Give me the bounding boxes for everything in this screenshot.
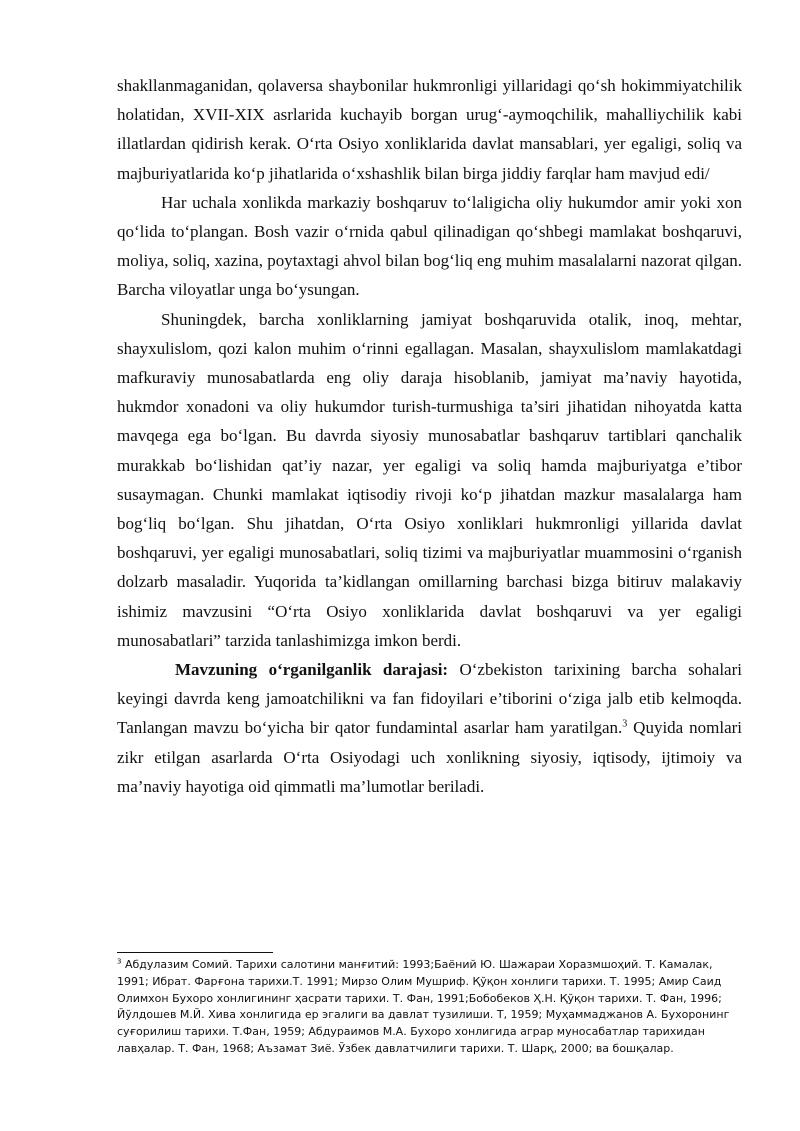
- section-text-continued: Quyida nomlari zikr etilgan asarlarda O‘rta Osiyodagi uch xonlikning siyosiy, iqtisody, ijtimoiy va ma’naviy hayotiga oid qimmatli ma’lumotlar beriladi.: [117, 718, 742, 796]
- document-body: [117, 71, 742, 801]
- section-heading: Mavzuning o‘rganilganlik darajasi:: [175, 660, 449, 680]
- paragraph: Shuningdek, barcha xonliklarning jamiyat boshqaruvida otalik, inoq, mehtar, shayxulislom, qozi kalon muhim o‘rinni egallagan. Masalan, shayxulislom mamlakatdagi mafkuraviy munosabatlarda eng oliy daraja hisoblanib, jamiyat ma’naviy hayotida, hukmdor xonadoni va oliy hukumdor turish-turmushiga ta’siri jihatidan nihoyatda katta mavqega ega bo‘lgan. Bu davrda siyosiy munosabatlar bashqaruv tartiblari qanchalik murakkab bo‘lishidan qat’iy nazar, yer egaligi va soliq hamda majburiyatga e’tibor susaymagan. Chunki mamlakat iqtisodiy rivoji ko‘p jihatdan mazkur masalalarga ham bog‘liq bo‘lgan. Shu jihatdan, O‘rta Osiyo xonliklari hukmronligi yillarida davlat boshqaruvi, yer egaligi munosabatlari, soliq tizimi va majburiyatlar muammosini o‘rganish dolzarb masaladir. Yuqorida ta’kidlangan omillarning barchasi bizga bitiruv malakaviy ishimiz mavzusini “O‘rta Osiyo xonliklarida davlat boshqaruvi va yer egaligi munosabatlari” tarzida tanlashimizga imkon berdi.: [117, 309, 742, 650]
- paragraph: shakllanmaganidan, qolaversa shaybonilar hukmronligi yillaridagi qo‘sh hokimmiyatchilik holatidan, XVII-XIX asrlarida kuchayib borgan urug‘-aymoqchilik, mahalliychilik kabi illatlardan qidirish kerak. O‘rta Osiyo xonliklarida davlat mansablari, yer egaligi, soliq va majburiyatlarida ko‘p jihatlarida o‘xshashlik bilan birga jiddiy farqlar ham mavjud edi/: [117, 76, 742, 183]
- paragraph: Har uchala xonlikda markaziy boshqaruv to‘laligicha oliy hukumdor amir yoki xon qo‘lida to‘plangan. Bosh vazir o‘rnida qabul qilinadigan qo‘shbegi mamlakat boshqaruvi, moliya, soliq, xazina, poytaxtagi ahvol bilan bog‘liq eng muhim masalalarni nazorat qilgan. Barcha viloyatlar unga bo‘ysungan.: [117, 192, 742, 300]
- section-text: O‘zbekiston tarixining barcha sohalari keyingi davrda keng jamoatchilikni va fan fidoyilari e’tiborini o‘ziga jalb etib kelmoqda. Tanlangan mavzu bo‘yicha bir qator fundamintal asarlar ham yaratilgan.: [117, 660, 742, 738]
- footnote-number: 3: [117, 957, 122, 966]
- footnote-separator: [117, 952, 273, 953]
- footnote-text: Абдулазим Сомий. Тарихи салотини манғитий: 1993;Баёний Ю. Шажараи Хоразмшоҳий. Т. Камалак, 1991; Ибрат. Фарғона тарихи.Т. 1991; Мирзо Олим Мушриф. Қўқон хонлиги тарихи. Т. 1995; Амир Саид Олимхон Бухоро хонлигининг ҳасрати тарихи. Т. Фан, 1991;Бобобеков Ҳ.Н. Қўқон тарихи. Т. Фан, 1996; Йўлдошев М.Й. Хива хонлигида ер эгалиги ва давлат тузилиши. Т, 1959; Муҳаммаджанов А. Бухоронинг суғорилиш тарихи. Т.Фан, 1959; Абдураимов М.А. Бухоро хонлигида аграр муносабатлар тарихидан лавҳалар. Т. Фан, 1968; Аъзамат Зиё. Ўзбек давлатчилиги тарихи. Т. Шарқ, 2000; ва бошқалар.: [117, 958, 730, 1055]
- footnote: [117, 957, 742, 1058]
- footnote-reference: 3: [622, 718, 628, 730]
- section-paragraph: [117, 655, 742, 801]
